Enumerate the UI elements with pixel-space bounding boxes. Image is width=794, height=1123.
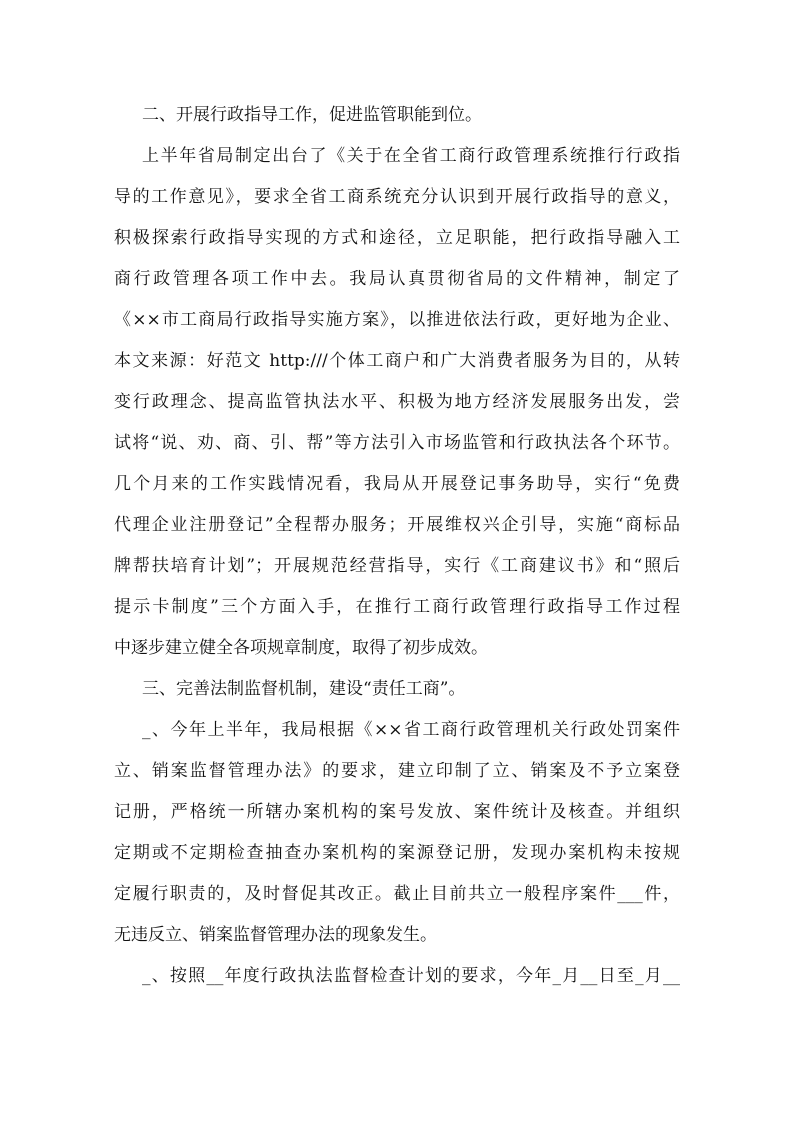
section-heading-2: 二、开展行政指导工作，促进监管职能到位。 <box>142 105 482 125</box>
paragraph-line: 本文来源：好范文 http:///个体工商户和广大消费者服务为目的，从转 <box>114 351 680 371</box>
paragraph-line: 立、销案监督管理办法》的要求，建立印制了立、销案及不予立案登 <box>114 761 680 781</box>
paragraph-line: 无违反立、销案监督管理办法的现象发生。 <box>114 925 437 945</box>
paragraph-line: 商行政管理各项工作中去。我局认真贯彻省局的文件精神，制定了 <box>114 269 680 289</box>
paragraph-line: 代理企业注册登记”全程帮办服务；开展维权兴企引导，实施“商标品 <box>114 515 680 535</box>
paragraph-line: 几个月来的工作实践情况看，我局从开展登记事务助导，实行“免费 <box>114 474 680 494</box>
paragraph-line: _、今年上半年，我局根据《××省工商行政管理机关行政处罚案件 <box>142 720 680 740</box>
paragraph-line: 《××市工商局行政指导实施方案》，以推进依法行政，更好地为企业、 <box>114 310 680 330</box>
paragraph-line: 变行政理念、提高监管执法水平、积极为地方经济发展服务出发，尝 <box>114 392 680 412</box>
paragraph-line: 牌帮扶培育计划”；开展规范经营指导，实行《工商建议书》和“照后 <box>114 556 680 576</box>
paragraph-line: 试将“说、劝、商、引、帮”等方法引入市场监管和行政执法各个环节。 <box>114 433 680 453</box>
paragraph-line: 定期或不定期检查抽查办案机构的案源登记册，发现办案机构未按规 <box>114 843 680 863</box>
paragraph-line: 导的工作意见》，要求全省工商系统充分认识到开展行政指导的意义， <box>114 187 680 207</box>
paragraph-line: _、按照__年度行政执法监督检查计划的要求，今年_月__日至_月__ <box>142 966 680 986</box>
paragraph-line: 提示卡制度”三个方面入手，在推行工商行政管理行政指导工作过程 <box>114 597 680 617</box>
paragraph-line: 积极探索行政指导实现的方式和途径，立足职能，把行政指导融入工 <box>114 228 680 248</box>
paragraph-line: 上半年省局制定出台了《关于在全省工商行政管理系统推行行政指 <box>142 146 680 166</box>
paragraph-line: 中逐步建立健全各项规章制度，取得了初步成效。 <box>114 638 488 658</box>
paragraph-line: 记册，严格统一所辖办案机构的案号发放、案件统计及核查。并组织 <box>114 802 680 822</box>
section-heading-3: 三、完善法制监督机制，建设“责任工商”。 <box>142 679 466 699</box>
document-body <box>114 95 680 997</box>
paragraph-line: 定履行职责的，及时督促其改正。截止目前共立一般程序案件___件， <box>114 884 680 904</box>
